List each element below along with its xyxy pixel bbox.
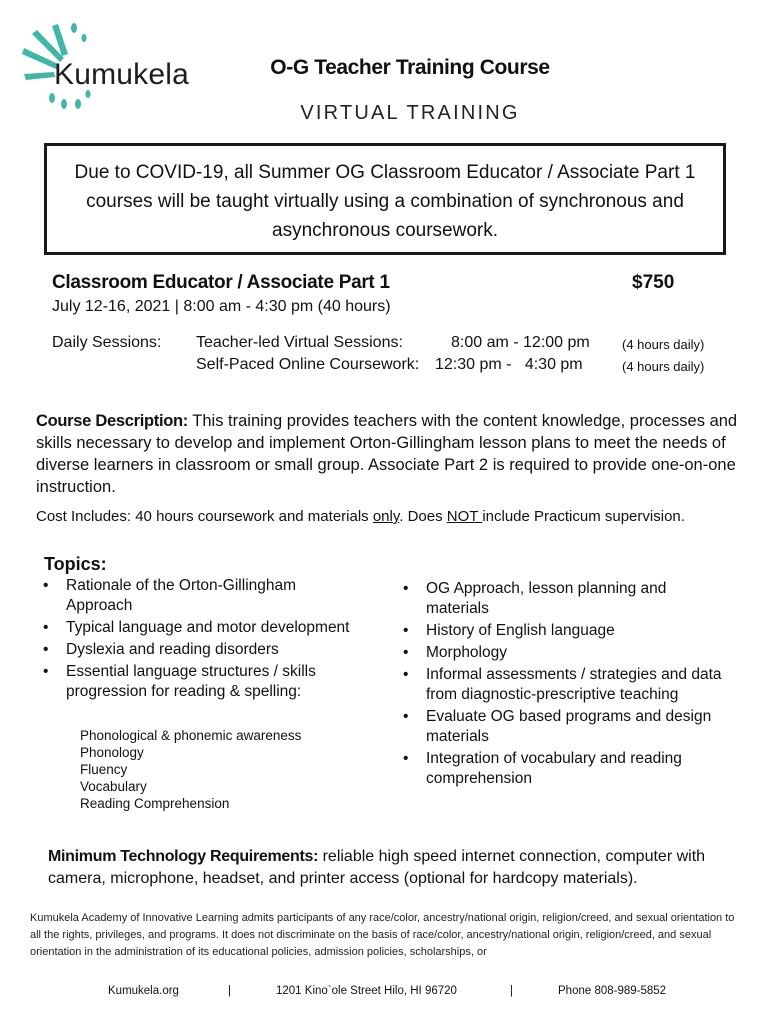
list-item: • Dyslexia and reading disorders <box>43 641 279 658</box>
cost-text: Cost Includes: 40 hours coursework and materials <box>36 508 373 525</box>
list-item: • Rationale of the Orton-Gillingham Approach <box>43 577 297 614</box>
bullet-icon: • <box>43 663 49 680</box>
list-item: • Evaluate OG based programs and design materials <box>403 708 712 745</box>
bullet-icon: • <box>403 750 409 767</box>
session-time: 12:30 pm - 4:30 pm <box>435 356 583 373</box>
list-item: • Integration of vocabulary and reading comprehension <box>403 750 682 787</box>
session-name: Self-Paced Online Coursework: <box>196 356 420 373</box>
footer-website: Kumukela.org <box>108 985 179 997</box>
bullet-icon: • <box>403 708 409 725</box>
list-item: Phonological & phonemic awareness <box>80 728 302 743</box>
bullet-icon: • <box>403 666 409 683</box>
logo-text: Kumukela <box>54 58 190 91</box>
session-time: 8:00 am - 12:00 pm <box>451 334 590 351</box>
cost-emphasis: only <box>372 508 400 525</box>
list-item: • Essential language structures / skills progression for reading & spelling: <box>43 663 316 700</box>
nondiscrimination-statement: Kumukela Academy of Innovative Learning admits participants of any race/color, ancestry/national origin, religion/creed, and sexual orientation to all the rights, privileges, and programs. It does not discriminate on the basis of race/color, ancestry/national origin, religion/creed, and sexual orientation in the administration of its educational policies, admission policies, scholarships, or <box>30 912 735 958</box>
session-hours: (4 hours daily) <box>622 337 705 352</box>
list-item: Reading Comprehension <box>80 796 230 811</box>
tech-requirements-label: Minimum Technology Requirements: <box>48 848 319 865</box>
topics-heading: Topics: <box>44 554 107 574</box>
cost-includes <box>36 508 756 525</box>
bullet-icon: • <box>403 622 409 639</box>
course-description <box>36 410 746 498</box>
training-format: VIRTUAL TRAINING <box>300 102 520 124</box>
session-name: Teacher-led Virtual Sessions: <box>196 334 403 351</box>
course-description-label: Course Description: <box>36 412 188 430</box>
cost-text: include Practicum supervision. <box>482 508 685 525</box>
course-part-title: Classroom Educator / Associate Part 1 <box>52 272 390 293</box>
bullet-icon: • <box>403 580 409 597</box>
list-item: Vocabulary <box>80 779 147 794</box>
topics-list-left <box>36 576 356 704</box>
tech-requirements <box>48 846 748 890</box>
list-item: • OG Approach, lesson planning and materials <box>403 580 667 617</box>
list-item: Phonology <box>80 745 144 760</box>
list-item: • Morphology <box>403 644 507 661</box>
footer-phone: Phone 808-989-5852 <box>558 985 667 997</box>
bullet-icon: • <box>43 619 49 636</box>
footer-address: 1201 Kino`ole Street Hilo, HI 96720 <box>276 985 457 997</box>
tech-requirements-text: reliable high speed internet connection, computer with camera, microphone, headset, and printer access (optional for hardcopy materials). <box>48 848 710 887</box>
course-price: $750 <box>632 272 675 293</box>
topics-sublist <box>80 727 301 812</box>
footer-separator: | <box>510 985 513 997</box>
bullet-icon: • <box>403 644 409 661</box>
course-description-text: This training provides teachers with the content knowledge, processes and skills necessary to develop and implement Orton-Gillingham lesson plans to meet the needs of diverse learners in classroom or small group. Associate Part 2 is required to provide one-on-one instruction. <box>36 412 742 496</box>
course-title: O-G Teacher Training Course <box>270 56 550 79</box>
list-item: Fluency <box>80 762 128 777</box>
list-item: • Informal assessments / strategies and data from diagnostic-prescriptive teaching <box>403 666 722 703</box>
cost-emphasis: NOT <box>446 508 483 525</box>
bullet-icon: • <box>43 577 49 594</box>
daily-sessions-label: Daily Sessions: <box>52 334 162 351</box>
course-dates: July 12-16, 2021 | 8:00 am - 4:30 pm (40 hours) <box>52 298 391 315</box>
bullet-icon: • <box>43 641 49 658</box>
topics-list-right <box>396 579 726 791</box>
covid-notice-text: Due to COVID-19, all Summer OG Classroom Educator / Associate Part 1 courses will be taught virtually using a combination of synchronous and asynchronous coursework. <box>74 162 696 241</box>
cost-text: . Does <box>399 508 447 525</box>
footer-separator: | <box>228 985 231 997</box>
list-item: • History of English language <box>403 622 615 639</box>
session-hours: (4 hours daily) <box>622 359 705 374</box>
covid-notice-box <box>44 143 726 255</box>
list-item: • Typical language and motor development <box>43 619 350 636</box>
